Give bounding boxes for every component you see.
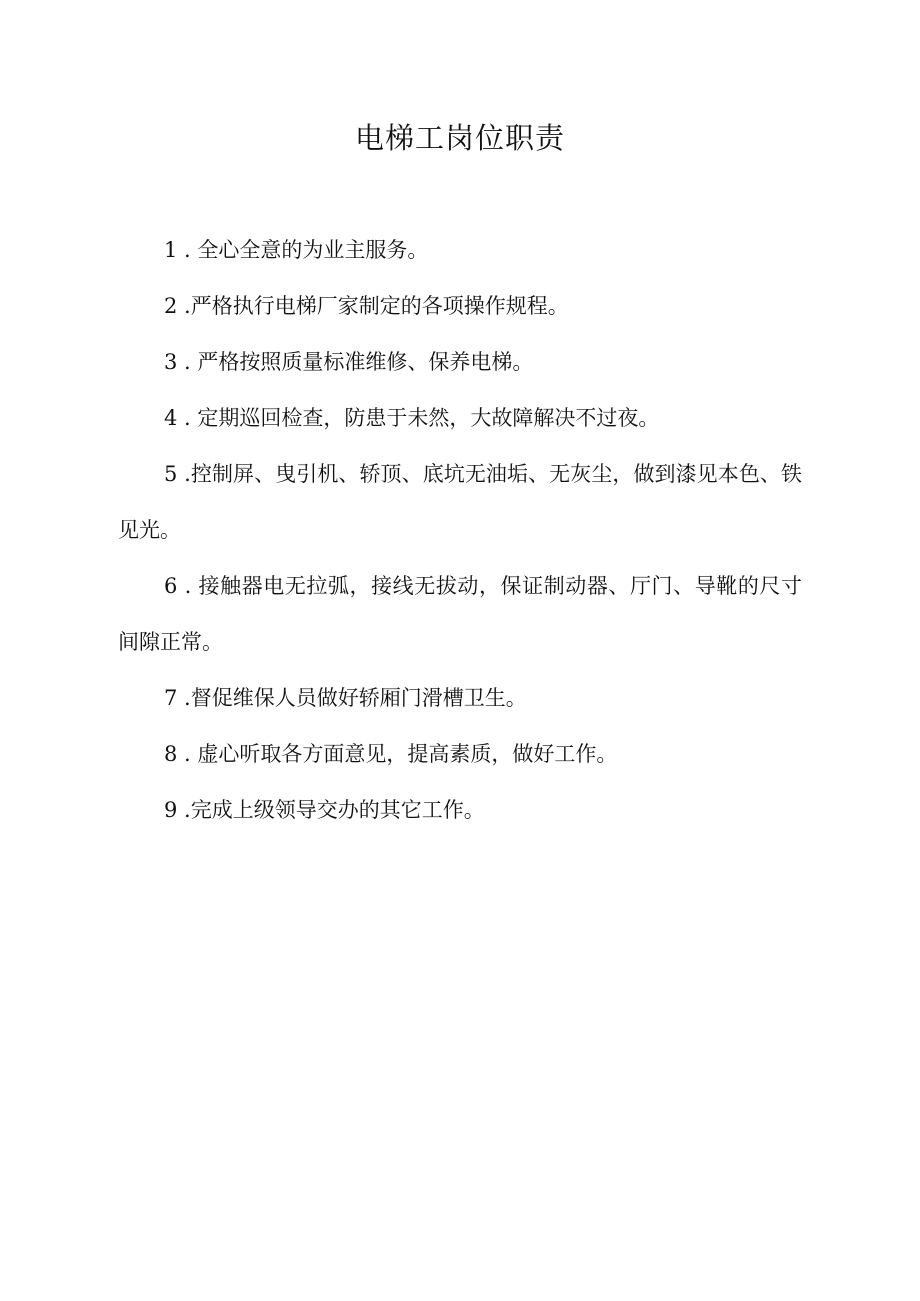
duty-item-1: 1 . 全心全意的为业主服务。 [164, 238, 429, 262]
duty-item-3: 3 . 严格按照质量标准维修、保养电梯。 [164, 350, 534, 374]
duty-item-4: 4 . 定期巡回检查，防患于未然，大故障解决不过夜。 [164, 406, 660, 430]
duty-item-5: 5 .控制屏、曳引机、轿顶、底坑无油垢、无灰尘，做到漆见本色、铁见光。 [118, 462, 802, 542]
duty-item-6: 6 . 接触器电无拉弧，接线无拔动，保证制动器、厅门、导靴的尺寸间隙正常。 [118, 574, 802, 654]
duty-item-7: 7 .督促维保人员做好轿厢门滑槽卫生。 [164, 686, 527, 710]
document-title: 电梯工岗位职责 [354, 121, 565, 155]
duty-list [118, 222, 802, 838]
duty-item-2: 2 .严格执行电梯厂家制定的各项操作规程。 [164, 294, 569, 318]
duty-item-8: 8 . 虚心听取各方面意见，提高素质，做好工作。 [164, 742, 618, 766]
duty-item-9: 9 .完成上级领导交办的其它工作。 [164, 798, 485, 822]
